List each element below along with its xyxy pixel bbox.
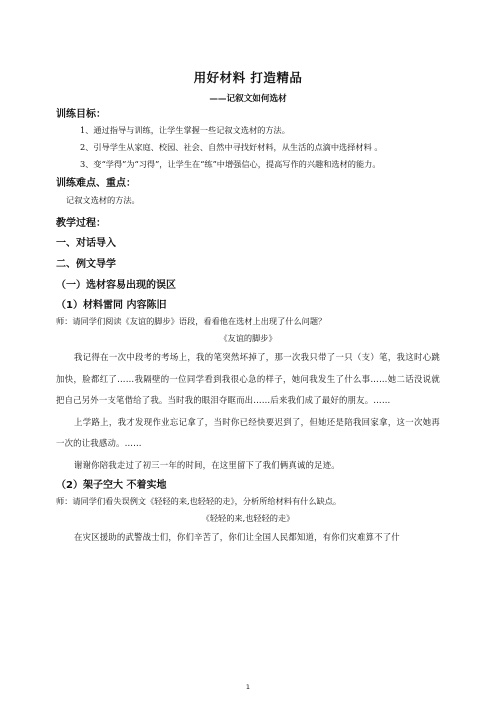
teacher-prompt-2: 师：请同学们看失误例文《轻轻的来,也轻轻的走》，分析所给材料有什么缺点。 xyxy=(56,496,342,506)
document-title: 用好材料 打造精品 xyxy=(193,70,303,85)
essay2-title: 《轻轻的来,也轻轻的走》 xyxy=(201,513,295,523)
goals-heading: 训练目标： xyxy=(56,109,106,120)
goal-item: 2、引导学生从家庭、校园、社会、自然中寻找好材料，从生活的点滴中选择材料 。 xyxy=(80,142,383,152)
difficulty-text: 记叙文选材的方法。 xyxy=(66,195,140,205)
point-similar-materials: （1）材料雷同 内容陈旧 xyxy=(56,300,167,311)
page-number: 1 xyxy=(245,683,251,691)
goal-item: 1、通过指导与训练，让学生掌握一些记叙文选材的方法。 xyxy=(80,125,290,135)
document-body xyxy=(56,104,440,549)
essay1-title: 《友谊的脚步》 xyxy=(219,333,277,343)
goal-item: 3、变“学得”为“习得”，让学生在“练”中增强信心，提高写作的兴趣和选材的能力。 xyxy=(80,159,381,169)
essay2-paragraph: 在灾区援助的武警战士们，你们辛苦了，你们让全国人民都知道，有你们灾难算不了什 xyxy=(74,532,400,542)
section-example-guide: 二、例文导学 xyxy=(56,259,116,270)
document-subtitle: ——记叙文如何选材 xyxy=(209,94,287,104)
teacher-prompt-1: 师：请同学们阅读《友谊的脚步》语段，看看他在选材上出现了什么问题？ xyxy=(56,316,327,326)
difficulty-heading: 训练难点、重点： xyxy=(56,178,136,189)
essay1-paragraph: 谢谢你陪我走过了初三一年的时间，在这里留下了我们俩真诚的足迹。 xyxy=(74,459,340,470)
essay1-paragraph: 上学路上，我才发现作业忘记拿了，当时你已经快要迟到了，但她还是陪我回家拿，这一次她再一次的让我感动。…… xyxy=(56,416,440,448)
subsection-pitfalls: （一）选材容易出现的误区 xyxy=(56,280,176,291)
essay1-paragraph: 我记得在一次中段考的考场上，我的笔突然坏掉了，那一次我只带了一只（支）笔，我这时心跳加快，脸都红了……我隔壁的一位同学看到我很心急的样子，她问我发生了什么事……她二话没说就把自己另外一支笔借给了我。当时我的眼泪夺眶而出……后来我们成了最好的朋友。…… xyxy=(56,352,440,405)
process-heading: 教学过程： xyxy=(56,218,106,229)
point-empty-framework: （2）架子空大 不着实地 xyxy=(56,480,167,491)
section-dialogue-intro: 一、对话导入 xyxy=(56,238,116,249)
